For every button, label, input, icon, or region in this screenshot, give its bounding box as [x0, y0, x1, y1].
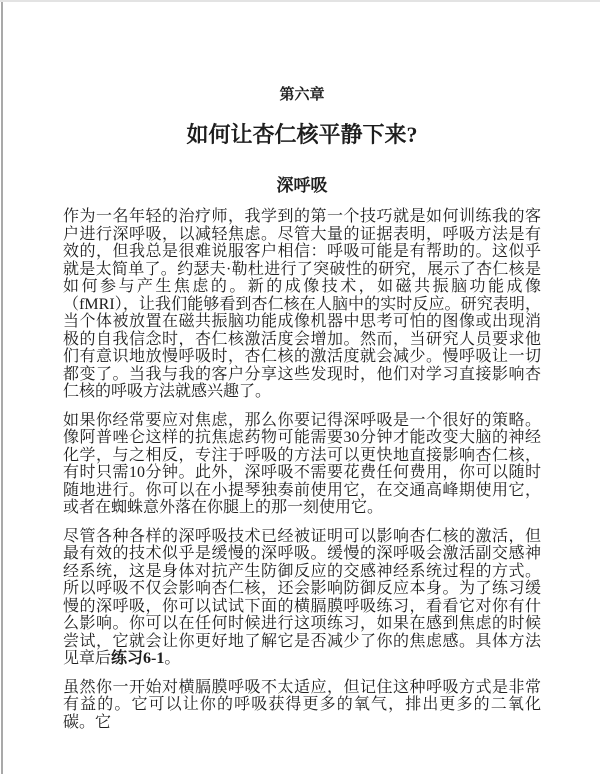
body-paragraph-3 — [63, 528, 541, 668]
section-subtitle: 深呼吸 — [276, 176, 328, 195]
body-paragraph-4: 虽然你一开始对横膈膜呼吸不太适应，但记住这种呼吸方式是非常有益的。它可以让你的呼吸获得更多的氧气，排出更多的二氧化碳。它 — [63, 678, 541, 731]
body-paragraph-1: 作为一名年轻的治疗师，我学到的第一个技巧就是如何训练我的客户进行深呼吸，以减轻焦虑。尽管大量的证据表明，呼吸方法是有效的，但我总是很难说服客户相信：呼吸可能是有帮助的。这似乎就是太简单了。约瑟夫·勒杜进行了突破性的研究，展示了杏仁核是如何参与产生焦虑的。新的成像技术，如磁共振脑功能成像（fMRI），让我们能够看到杏仁核在人脑中的实时反应。研究表明，当个体被放置在磁共振脑功能成像机器中思考可怕的图像或出现消极的自我信念时，杏仁核激活度会增加。然而，当研究人员要求他们有意识地放慢呼吸时，杏仁核的激活度就会减少。慢呼吸让一切都变了。当我与我的客户分享这些发现时，他们对学习直接影响杏仁核的呼吸方法就感兴趣了。 — [63, 208, 541, 400]
exercise-reference: 练习6-1 — [111, 650, 165, 667]
paragraph-text: 尽管各种各样的深呼吸技术已经被证明可以影响杏仁核的激活，但最有效的技术似乎是缓慢的深呼吸。缓慢的深呼吸会激活副交感神经系统，这是身体对抗产生防御反应的交感神经系统过程的方式。所以呼吸不仅会影响杏仁核，还会影响防御反应本身。为了练习缓慢的深呼吸，你可以试试下面的横膈膜呼吸练习，看看它对你有什么影响。你可以在任何时候进行这项练习，如果在感到焦虑的时候尝试，它就会让你更好地了解它是否减少了你的焦虑感。具体方法见章后 — [63, 527, 541, 667]
body-text — [63, 208, 541, 731]
body-paragraph-2: 如果你经常要应对焦虑，那么你要记得深呼吸是一个很好的策略。像阿普唑仑这样的抗焦虑药物可能需要30分钟才能改变大脑的神经化学，与之相反，专注于呼吸的方法可以更快地直接影响杏仁核，有时只需10分钟。此外，深呼吸不需要花费任何费用，你可以随时随地进行。你可以在小提琴独奏前使用它，在交通高峰期使用它，或者在蜘蛛意外落在你腿上的那一刻使用它。 — [63, 411, 541, 516]
page-content — [63, 0, 541, 731]
page-left-edge-shadow — [1, 0, 3, 774]
paragraph-text: 。 — [164, 650, 181, 667]
chapter-title: 如何让杏仁核平静下来? — [186, 122, 418, 147]
chapter-number: 第六章 — [279, 87, 325, 103]
